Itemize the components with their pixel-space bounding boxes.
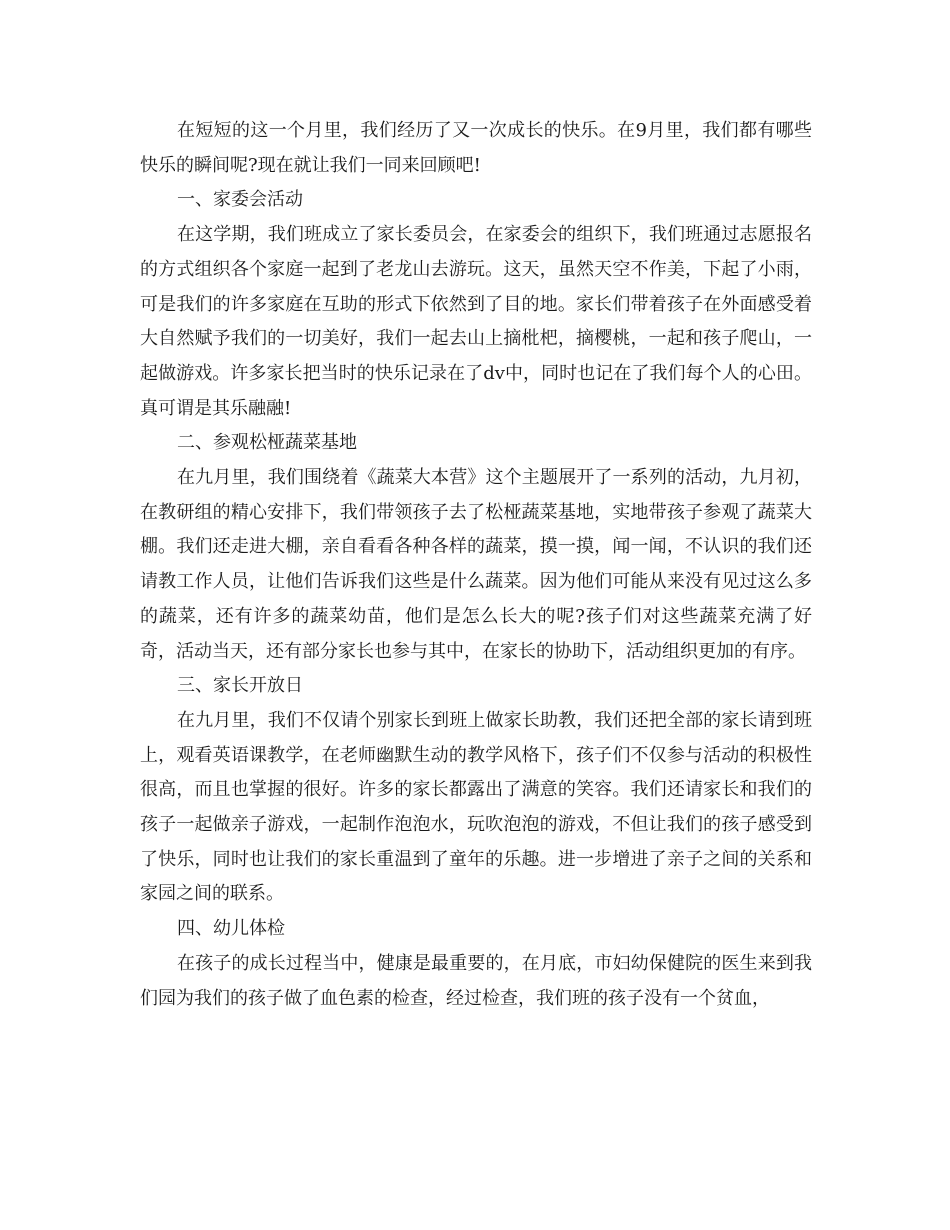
- section-heading-health-check: 四、幼儿体检: [177, 918, 285, 940]
- section-heading-parent-committee: 一、家委会活动: [177, 189, 303, 211]
- section-body-vegetable-base: 在九月里，我们围绕着《蔬菜大本营》这个主题展开了一系列的活动，九月初，在教研组的精心安排下，我们带领孩子去了松桠蔬菜基地，实地带孩子参观了蔬菜大棚。我们还走进大棚，亲自看看各种各样的蔬菜，摸一摸，闻一闻，不认识的我们还请教工作人员，让他们告诉我们这些是什么蔬菜。因为他们可能从来没有见过这么多的蔬菜，还有许多的蔬菜幼苗，他们是怎么长大的呢?孩子们对这些蔬菜充满了好奇，活动当天，还有部分家长也参与其中，在家长的协助下，活动组织更加的有序。: [140, 467, 812, 662]
- section-heading-vegetable-base: 二、参观松桠蔬菜基地: [177, 432, 357, 454]
- document-body: [140, 114, 812, 1016]
- section-body-parent-committee: 在这学期，我们班成立了家长委员会，在家委会的组织下，我们班通过志愿报名的方式组织各个家庭一起到了老龙山去游玩。这天，虽然天空不作美，下起了小雨，可是我们的许多家庭在互助的形式下依然到了目的地。家长们带着孩子在外面感受着大自然赋予我们的一切美好，我们一起去山上摘枇杷，摘樱桃，一起和孩子爬山，一起做游戏。许多家长把当时的快乐记录在了dv中，同时也记在了我们每个人的心田。真可谓是其乐融融!: [140, 224, 812, 419]
- section-body-open-day: 在九月里，我们不仅请个别家长到班上做家长助教，我们还把全部的家长请到班上，观看英语课教学，在老师幽默生动的教学风格下，孩子们不仅参与活动的积极性很高，而且也掌握的很好。许多的家长都露出了满意的笑容。我们还请家长和我们的孩子一起做亲子游戏，一起制作泡泡水，玩吹泡泡的游戏，不但让我们的孩子感受到了快乐，同时也让我们的家长重温到了童年的乐趣。进一步增进了亲子之间的关系和家园之间的联系。: [140, 709, 812, 905]
- section-heading-open-day: 三、家长开放日: [177, 675, 303, 697]
- section-body-health-check: 在孩子的成长过程当中，健康是最重要的，在月底，市妇幼保健院的医生来到我们园为我们的孩子做了血色素的检查，经过检查，我们班的孩子没有一个贫血，: [140, 952, 812, 1009]
- intro-paragraph: 在短短的这一个月里，我们经历了又一次成长的快乐。在9月里，我们都有哪些快乐的瞬间呢?现在就让我们一同来回顾吧!: [140, 120, 812, 176]
